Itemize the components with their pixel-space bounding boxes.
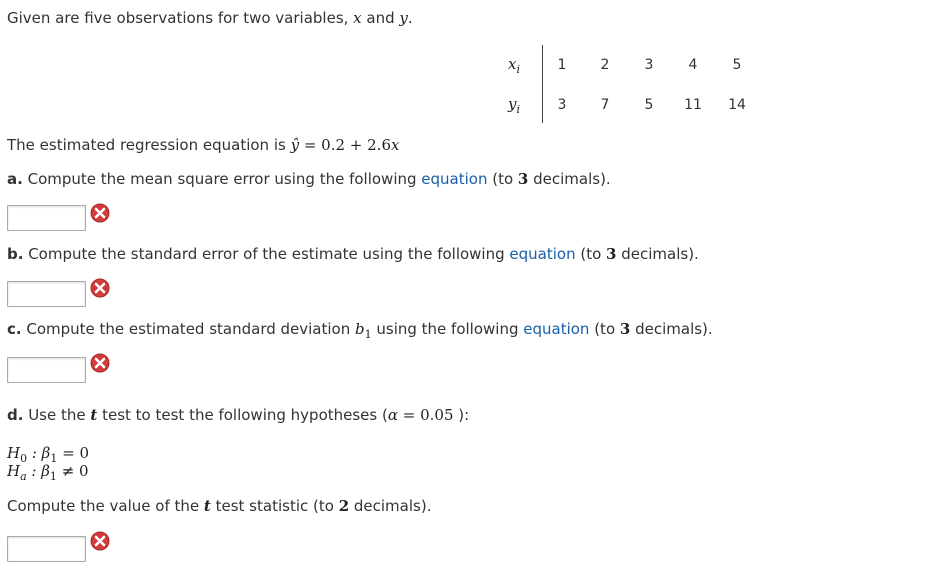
table-x-cell: 4: [688, 57, 698, 73]
intro-text-before: Given are five observations for two variables,: [7, 9, 354, 27]
intro-text: [7, 9, 413, 27]
compute-text: Compute the value of the: [7, 497, 204, 515]
row-y-symbol: y: [508, 95, 517, 113]
yhat-symbol: ŷ: [290, 136, 300, 154]
h0-eq: = 0: [57, 444, 90, 462]
part-d-close: ):: [453, 406, 470, 424]
ha-sub: a: [20, 470, 27, 483]
part-c-suffix-close: decimals).: [630, 320, 713, 338]
alpha-symbol: α: [387, 406, 398, 424]
h0-sub: 0: [20, 452, 28, 465]
table-y-cell: 5: [644, 97, 654, 113]
incorrect-x-icon: [90, 278, 110, 298]
part-a-suffix-open: (to: [487, 170, 518, 188]
part-c-equation-link[interactable]: equation: [523, 320, 590, 338]
intro-and: and: [361, 9, 400, 27]
h0-symbol: H: [7, 444, 21, 462]
incorrect-x-icon: [90, 353, 110, 373]
incorrect-x-icon: [90, 531, 110, 551]
part-a-text: Compute the mean square error using the following: [22, 170, 422, 188]
table-y-cell: 7: [600, 97, 610, 113]
row-x-label: [508, 55, 520, 79]
var-x: x: [353, 9, 362, 27]
part-d-answer-input[interactable]: [7, 536, 86, 562]
regression-equation: [7, 136, 399, 154]
part-d-compute-text: [7, 497, 431, 515]
table-x-cell: 5: [732, 57, 742, 73]
row-x-sub: i: [516, 63, 520, 76]
part-d-question: [7, 406, 469, 424]
part-c-label: c.: [7, 320, 22, 338]
alt-hypothesis: [7, 462, 89, 486]
part-b-suffix-open: (to: [575, 245, 607, 263]
table-x-cell: 3: [644, 57, 654, 73]
h0-beta-sub: 1: [50, 452, 58, 465]
part-a-label: a.: [7, 170, 23, 188]
part-c-text2: using the following: [371, 320, 524, 338]
alpha-value: = 0.05: [397, 406, 454, 424]
ha-symbol: H: [7, 462, 21, 480]
var-y: y: [399, 9, 408, 27]
part-b-text: Compute the standard error of the estimate using the following: [23, 245, 510, 263]
table-x-cell: 1: [557, 57, 567, 73]
row-y-sub: i: [516, 103, 521, 116]
ha-beta-sub: 1: [49, 470, 57, 483]
part-a-decimals: 3: [517, 170, 529, 188]
row-y-label: [508, 95, 520, 119]
part-c-decimals: 3: [619, 320, 631, 338]
table-y-cell: 11: [684, 97, 702, 113]
b1-sub: 1: [364, 328, 372, 341]
regression-prefix: The estimated regression equation is: [7, 136, 291, 154]
table-x-cell: 2: [600, 57, 610, 73]
part-a-question: [7, 170, 611, 188]
compute-decimals: 2: [338, 497, 350, 515]
row-x-symbol: x: [508, 55, 517, 73]
part-c-suffix-open: (to: [589, 320, 620, 338]
incorrect-x-icon: [90, 203, 110, 223]
part-d-text2: test to test the following hypotheses (: [97, 406, 388, 424]
part-b-equation-link[interactable]: equation: [509, 245, 576, 263]
table-divider: [542, 45, 543, 123]
table-y-cell: 14: [728, 97, 746, 113]
intro-end: .: [407, 9, 413, 27]
part-c-answer-input[interactable]: [7, 357, 86, 383]
table-y-cell: 3: [557, 97, 567, 113]
t-symbol: t: [90, 406, 98, 424]
part-a-answer-input[interactable]: [7, 205, 86, 231]
compute-t-symbol: t: [203, 497, 211, 515]
part-b-decimals: 3: [606, 245, 617, 263]
ha-beta: : β: [26, 462, 50, 480]
compute-close: decimals).: [349, 497, 432, 515]
part-d-label: d.: [7, 406, 24, 424]
part-b-question: [7, 245, 699, 263]
regression-var: x: [390, 136, 400, 154]
regression-eq: = 0.2 + 2.6: [299, 136, 391, 154]
h0-beta: : β: [27, 444, 51, 462]
part-b-answer-input[interactable]: [7, 281, 86, 307]
part-b-suffix-close: decimals).: [616, 245, 699, 263]
part-c-question: [7, 320, 713, 344]
b1-symbol: b: [355, 320, 365, 338]
part-a-equation-link[interactable]: equation: [421, 170, 488, 188]
compute-text2: test statistic (to: [210, 497, 339, 515]
ha-eq: ≠ 0: [56, 462, 89, 480]
part-d-text: Use the: [23, 406, 91, 424]
part-b-label: b.: [7, 245, 24, 263]
part-c-text: Compute the estimated standard deviation: [21, 320, 355, 338]
part-a-suffix-close: decimals).: [528, 170, 611, 188]
